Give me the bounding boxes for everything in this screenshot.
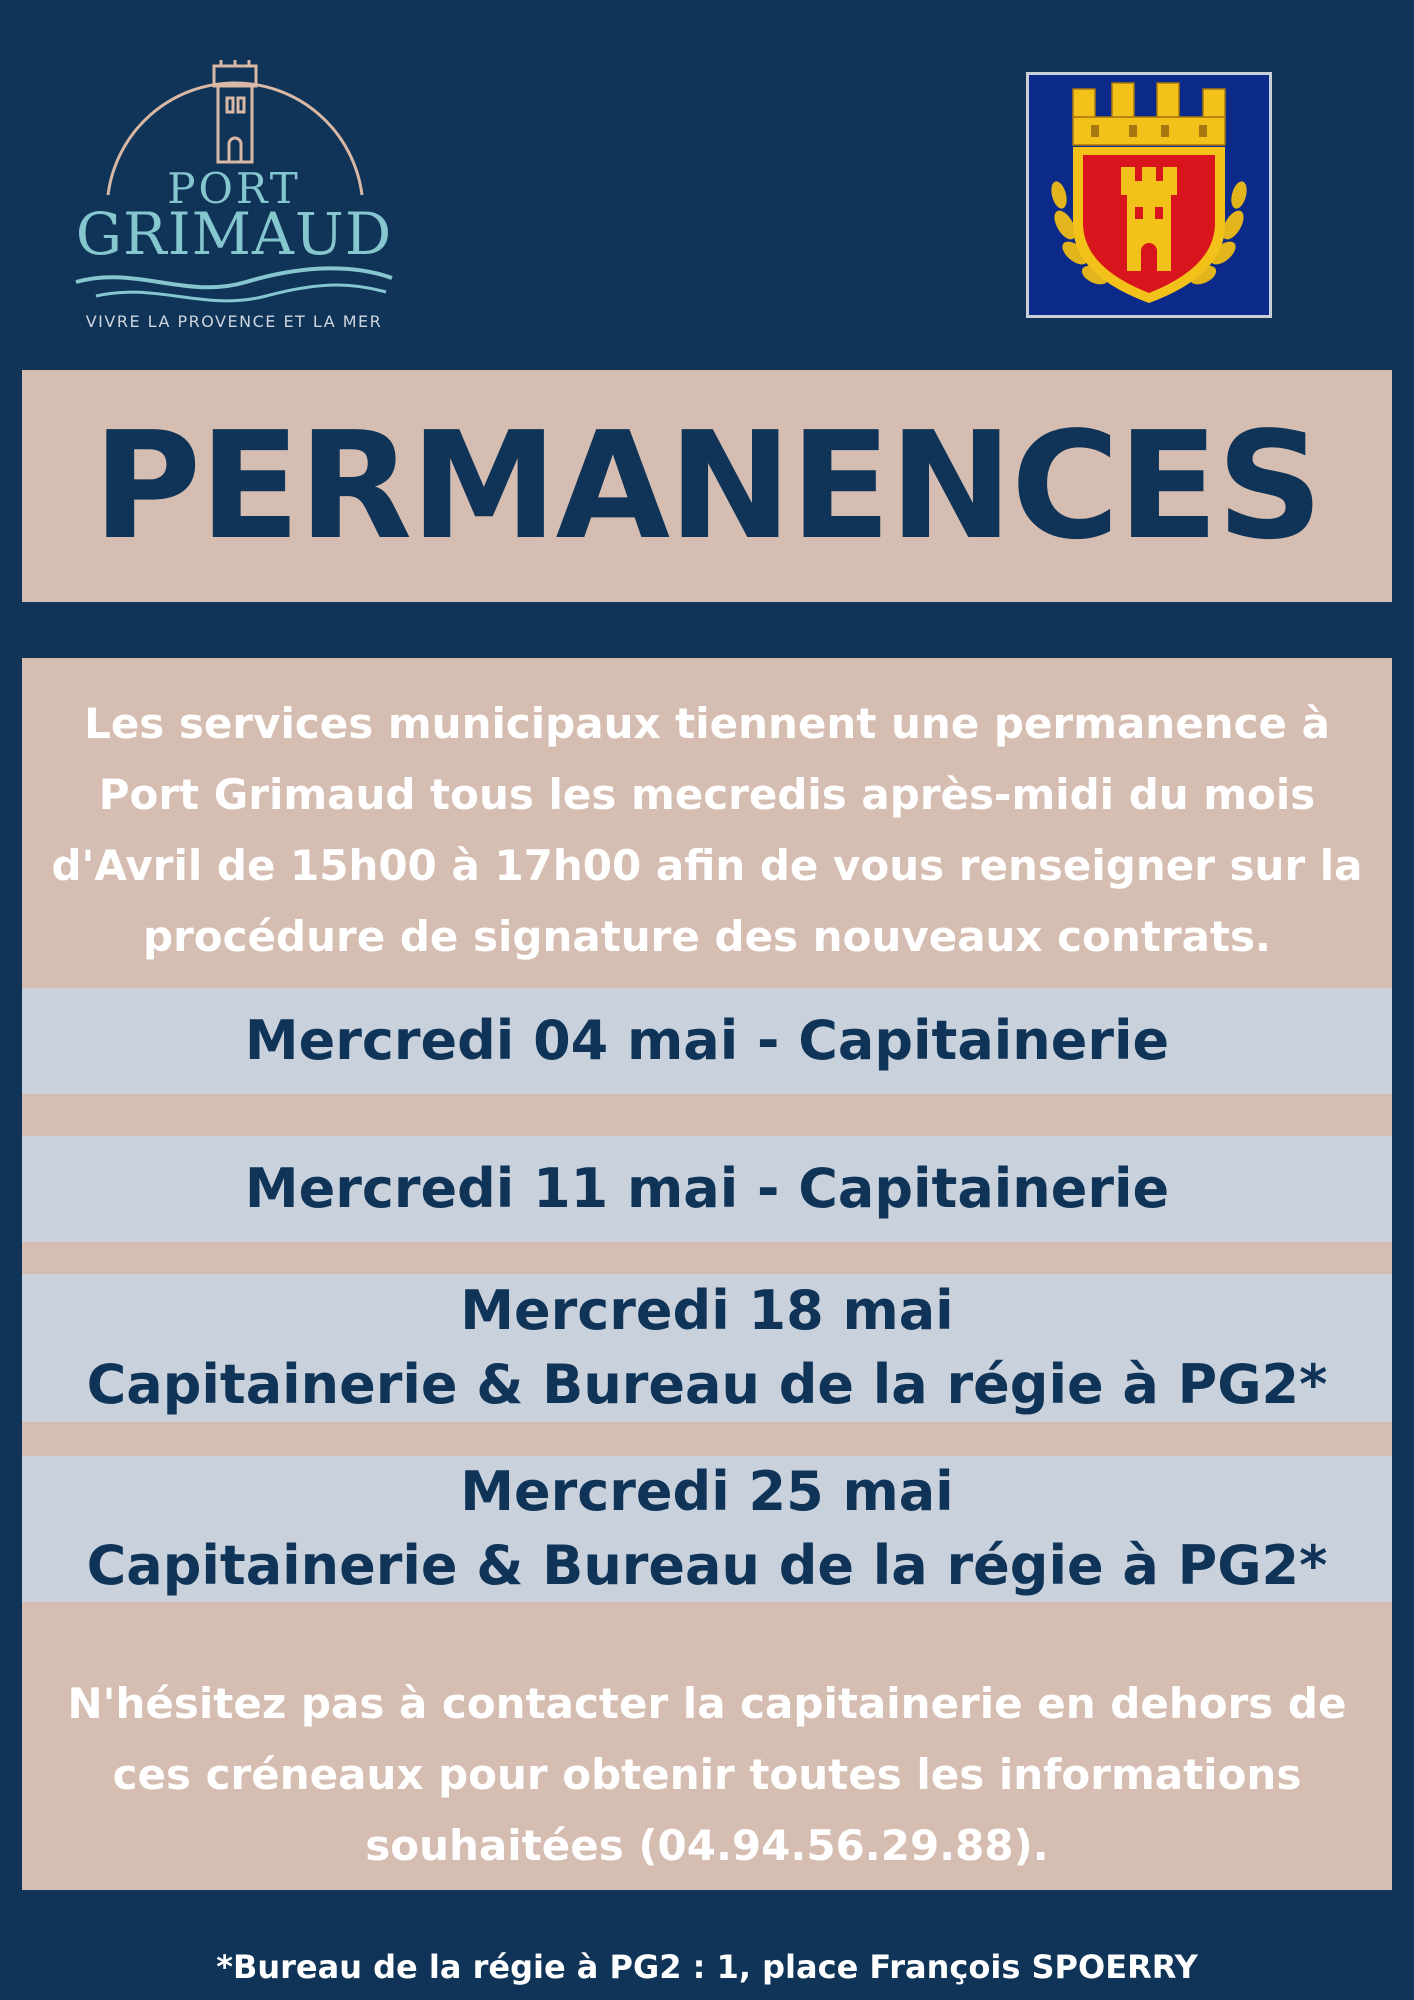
outro-line: souhaitées (04.94.56.29.88).	[365, 1821, 1049, 1870]
port-grimaud-logo	[66, 60, 402, 340]
logo-tagline: VIVRE LA PROVENCE ET LA MER	[85, 312, 383, 331]
date-item	[22, 1274, 1392, 1422]
date-item	[22, 988, 1392, 1094]
coat-of-arms	[1026, 72, 1272, 318]
info-panel	[22, 658, 1392, 1890]
date-location-line: Capitainerie & Bureau de la régie à PG2*	[86, 1353, 1328, 1416]
coat-of-arms-icon	[1029, 75, 1269, 315]
intro-line: d'Avril de 15h00 à 17h00 afin de vous renseigner sur la	[51, 841, 1363, 890]
date-line: Mercredi 18 mai	[460, 1279, 954, 1342]
date-line: Mercredi 25 mai	[460, 1460, 954, 1523]
footnote: *Bureau de la régie à PG2 : 1, place François SPOERRY	[216, 1948, 1198, 1986]
contact-paragraph	[22, 1668, 1392, 1881]
outro-line: ces créneaux pour obtenir toutes les informations	[112, 1750, 1302, 1799]
title-banner	[22, 370, 1392, 602]
date-item	[22, 1136, 1392, 1242]
outro-line: N'hésitez pas à contacter la capitainerie en dehors de	[67, 1679, 1347, 1728]
intro-line: Port Grimaud tous les mecredis après-midi du mois	[98, 770, 1316, 819]
intro-paragraph	[22, 688, 1392, 972]
logo-port-text: PORT	[167, 164, 301, 213]
date-location-line: Capitainerie & Bureau de la régie à PG2*	[86, 1534, 1328, 1597]
date-item	[22, 1456, 1392, 1602]
date-line: Mercredi 04 mai - Capitainerie	[244, 1009, 1170, 1072]
date-line: Mercredi 11 mai - Capitainerie	[244, 1157, 1170, 1220]
page-title: PERMANENCES	[92, 400, 1322, 572]
intro-line: Les services municipaux tiennent une permanence à	[84, 699, 1330, 748]
intro-line: procédure de signature des nouveaux contrats.	[143, 912, 1271, 961]
logo-grimaud-text: GRIMAUD	[75, 200, 393, 268]
